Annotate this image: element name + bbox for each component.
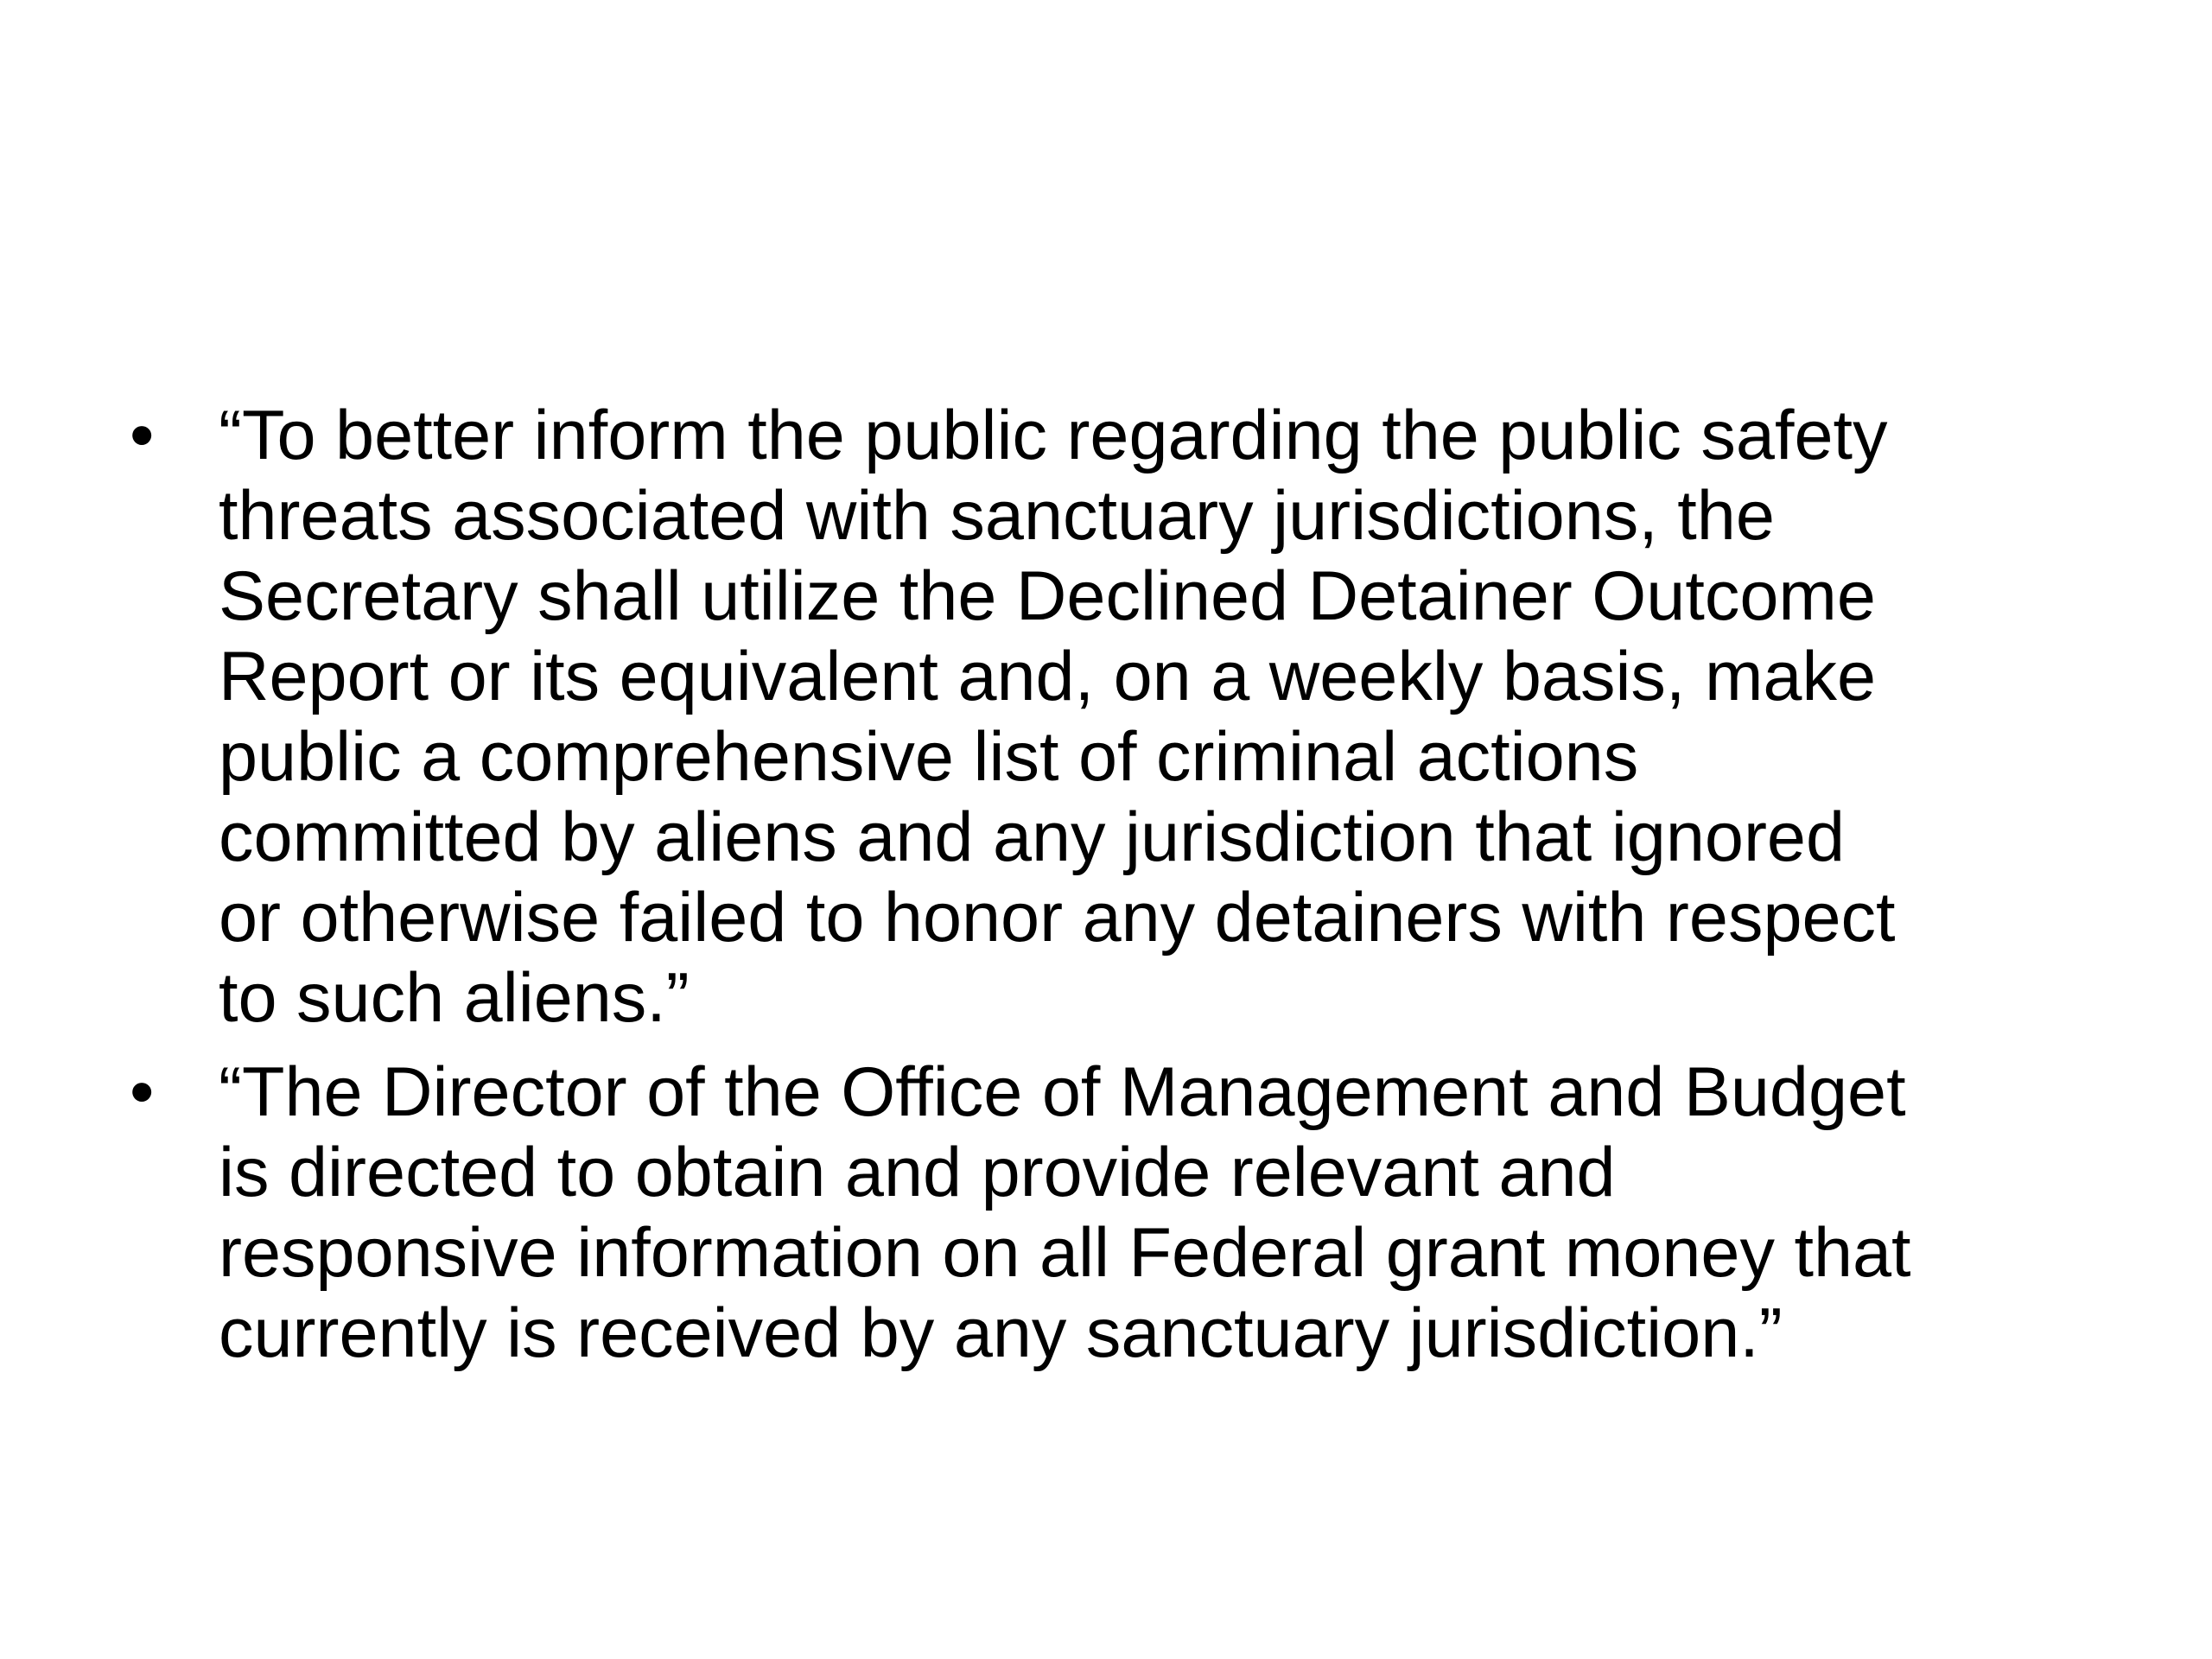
text-line: threats associated with sanctuary jurisdictions, the (219, 477, 1775, 555)
text-line: Report or its equivalent and, on a weekly basis, make (219, 638, 1877, 715)
text-line: Secretary shall utilize the Declined Detainer Outcome (219, 557, 1876, 635)
bullet-dot-icon: • (130, 397, 155, 474)
bullet-dot-icon: • (130, 1053, 155, 1131)
bullet-list (130, 396, 2117, 1374)
text-line: “The Director of the Office of Management and Budget (219, 1053, 1906, 1131)
bullet-item (130, 1052, 2117, 1374)
bullet-item (130, 396, 2117, 1039)
text-line: or otherwise failed to honor any detainers with respect (219, 879, 1896, 957)
text-line: committed by aliens and any jurisdiction that ignored (219, 798, 1846, 876)
text-line: currently is received by any sanctuary jurisdiction.” (219, 1294, 1783, 1372)
text-line: “To better inform the public regarding the public safety (219, 397, 1888, 474)
bullet-text (219, 396, 2117, 1039)
text-line: public a comprehensive list of criminal actions (219, 718, 1639, 796)
text-line: to such aliens.” (219, 959, 690, 1037)
text-line: responsive information on all Federal grant money that (219, 1214, 1911, 1292)
bullet-text (219, 1052, 2117, 1374)
text-line: is directed to obtain and provide relevant and (219, 1134, 1616, 1211)
slide-body (130, 396, 2117, 1388)
